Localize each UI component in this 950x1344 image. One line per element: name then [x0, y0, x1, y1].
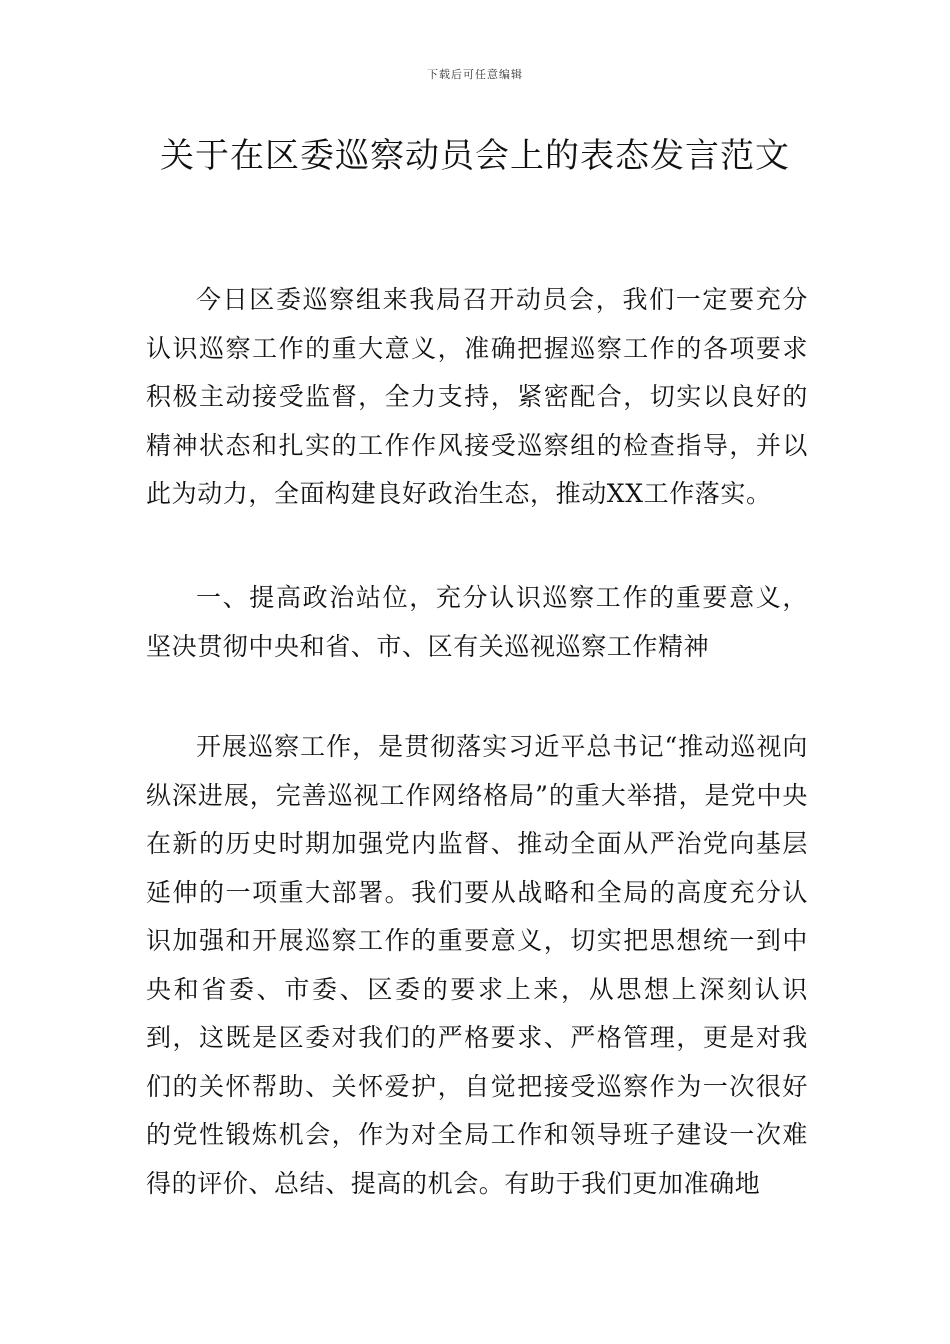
document-title: 关于在区委巡察动员会上的表态发言范文 — [160, 136, 790, 176]
paragraph-intro: 今日区委巡察组来我局召开动员会，我们一定要充分认识巡察工作的重大意义，准确把握巡察工作的各项要求积极主动接受监督，全力支持，紧密配合，切实以良好的精神状态和扎实的工作作风接受巡察组的检查指导，并以此为动力，全面构建良好政治生态，推动XX工作落实。 — [146, 285, 808, 508]
header-note: 下载后可任意编辑 — [427, 68, 523, 81]
paragraph-section-1-body: 开展巡察工作，是贯彻落实习近平总书记“推动巡视向纵深进展，完善巡视工作网络格局”的重大举措，是党中央在新的历史时期加强党内监督、推动全面从严治党向基层延伸的一项重大部署。我们要从战略和全局的高度充分认识加强和开展巡察工作的重要意义，切实把思想统一到中央和省委、市委、区委的要求上来，从思想上深刻认识到，这既是区委对我们的严格要求、严格管理，更是对我们的关怀帮助、关怀爱护，自觉把接受巡察作为一次很好的党性锻炼机会，作为对全局工作和领导班子建设一次难得的评价、总结、提高的机会。有助于我们更加准确地 — [146, 732, 808, 1198]
section-heading-1: 一、提高政治站位，充分认识巡察工作的重要意义，坚决贯彻中央和省、市、区有关巡视巡察工作精神 — [146, 583, 808, 661]
